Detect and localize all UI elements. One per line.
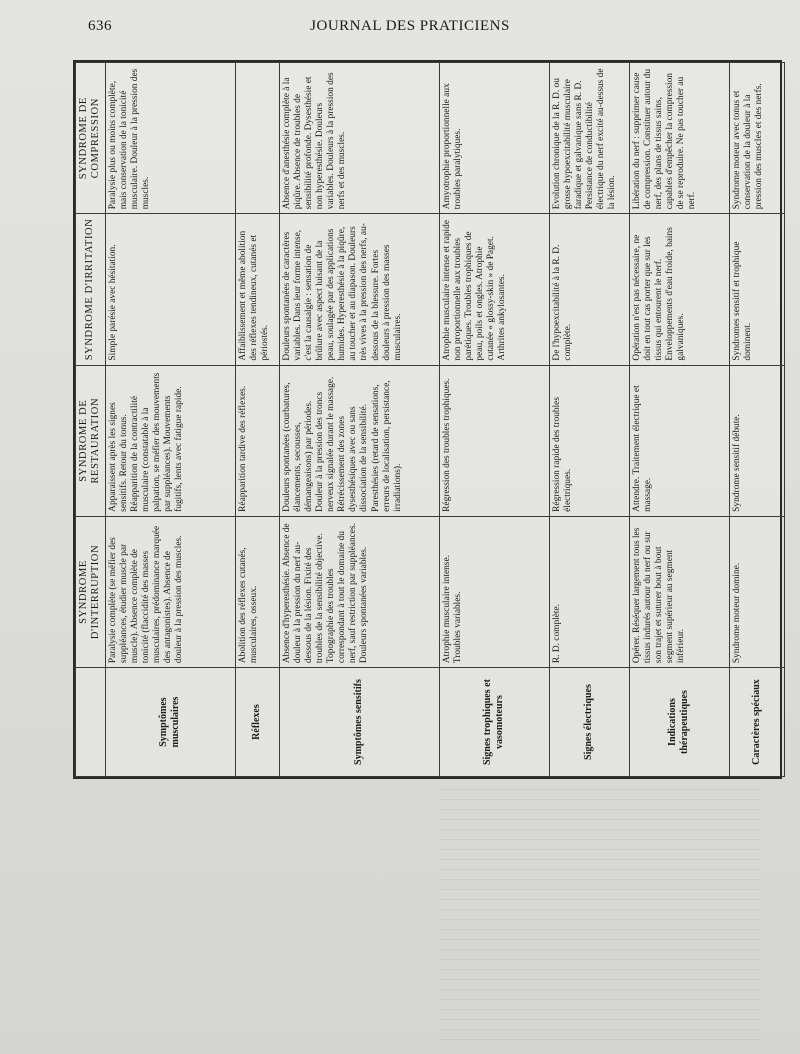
table-cell: Simple parésie avec hésitation. <box>105 214 235 365</box>
bleed-through-texture <box>440 780 760 1040</box>
table-cell: Absence d'anesthésie complète à la piqûre. Absence de troubles de sensibilité profonde. Dysesthésie et non hyperesthésie. Douleurs variables. Douleurs à la pression des nerfs et des muscles. <box>279 63 439 214</box>
table-cell: De l'hypoexcitabilité à la R. D. complète. <box>549 214 629 365</box>
table-cell: Abolition des réflexes cutanés, musculaires, osseux. <box>235 516 279 667</box>
syndrome-table <box>75 62 785 777</box>
table-cell: Opération n'est pas nécessaire, ne doit en tout cas porter que sur les tissus qui entourent le nerf. Enveloppements d'eau froide, bains galvaniques. <box>629 214 729 365</box>
table-cell: Douleurs spontanées (courbatures, élancements, secousses, démangeaisons) par périodes. Douleur à la pression des troncs nerveux signalée durant le massage. Rétrécissement des zones dysesthésiques avec ou sans dissociation de la sensibilité. Paresthésies (retard de sensations, erreurs de localisation, persistance, irradiations). <box>279 365 439 516</box>
table-cell: Régression des troubles trophiques. <box>439 365 549 516</box>
column-header-interruption: SYNDROME D'INTERRUPTION <box>76 516 106 667</box>
journal-title: JOURNAL DES PRATICIENS <box>310 18 510 34</box>
table-cell: Syndromes sensitif et trophique dominent. <box>729 214 784 365</box>
table-cell: Régression rapide des troubles électriques. <box>549 365 629 516</box>
table-cell: Syndrome moteur domine. <box>729 516 784 667</box>
column-header-irritation: SYNDROME D'IRRITATION <box>76 214 106 365</box>
table-header-corner <box>76 668 106 777</box>
table-cell: Syndrome sensitif débute. <box>729 365 784 516</box>
table-header-row <box>76 63 106 777</box>
table-row <box>439 63 549 777</box>
table-row <box>105 63 235 777</box>
table-cell: Paralysie complète (se méfier des suppléances, étudier muscle par muscle). Absence complète de tonicité (flaccidité des masses musculaires, prédominance marquée des antagonistes). Absence de douleur à la pression des muscles. <box>105 516 235 667</box>
table-cell: Libération du nerf : supprimer cause de compression. Constituer autour du nerf, des plans de tissus sains, capables d'empêcher la compression de se reproduire. Ne pas toucher au nerf. <box>629 63 729 214</box>
row-label: Symptômes musculaires <box>105 668 235 777</box>
table-cell: Amyotrophie proportionnelle aux troubles paralytiques. <box>439 63 549 214</box>
table-row <box>549 63 629 777</box>
table-cell: Affaiblissement et même abolition des réflexes tendineux, cutanés et périostés. <box>235 214 279 365</box>
page-header <box>70 16 750 40</box>
column-header-restauration: SYNDROME DE RESTAURATION <box>76 365 106 516</box>
table-cell: Attendre. Traitement électrique et massage. <box>629 365 729 516</box>
table-cell: Opérer. Réséquer largement tous les tissus indurés autour du nerf ou sur son trajet et suturer bout à bout segment supérieur au segment inférieur. <box>629 516 729 667</box>
syndrome-table-frame <box>73 60 782 779</box>
table-cell: Apparaissent après les signes sensitifs. Retour du tonus. Réapparition de la contractilité musculaire (constatable à la palpation, se méfier des mouvements par suppléances). Mouvements fugitifs, lents avec fatigue rapide. <box>105 365 235 516</box>
table-cell: Atrophie musculaire intense. Troubles variables. <box>439 516 549 667</box>
rotated-table-wrapper <box>75 62 780 777</box>
table-cell: Evolution chronique de la R. D. ou grosse hypoexcitabilité musculaire faradique et galvanique sans R. D. Persistance de conductibilité électrique du nerf excité au-dessus de la lésion. <box>549 63 629 214</box>
table-cell: Absence d'hyperesthésie. Absence de douleur à la pression du nerf au-dessous de la lésion. Fixité des troubles de la sensibilité objective. Topographie des troubles correspondant à tout le domaine du nerf, sauf restriction par suppléances. Douleurs spontanées variables. <box>279 516 439 667</box>
table-cell: Douleurs spontanées de caractères variables. Dans leur forme intense, c'est la causalgie : sensation de brûlure avec aspect luisant de la peau, soulagée par des applications humides. Hyperesthésie à la piqûre, au toucher et au diapason. Douleurs très vives à la pression des nerfs, au-dessous de la blessure. Fortes douleurs à pression des masses musculaires. <box>279 214 439 365</box>
table-cell: R. D. complète. <box>549 516 629 667</box>
row-label: Signes électriques <box>549 668 629 777</box>
row-label: Signes trophiques et vasomoteurs <box>439 668 549 777</box>
row-label: Indications thérapeutiques <box>629 668 729 777</box>
page-number: 636 <box>88 18 112 34</box>
row-label: Symptômes sensitifs <box>279 668 439 777</box>
table-cell <box>235 63 279 214</box>
table-cell: Paralysie plus ou moins complète, mais conservation de la tonicité musculaire. Douleur à la pression des muscles. <box>105 63 235 214</box>
table-row <box>729 63 784 777</box>
table-cell: Atrophie musculaire intense et rapide non proportionnelle aux troubles parétiques. Troubles trophiques de peau, poils et ongles. Atrophie cutanée « glossy-skin » de Paget. Arthrites ankylosantes. <box>439 214 549 365</box>
table-cell: Réapparition tardive des réflexes. <box>235 365 279 516</box>
table-row <box>279 63 439 777</box>
column-header-compression: SYNDROME DE COMPRESSION <box>76 63 106 214</box>
table-cell: Syndrome moteur avec tonus et conservation de la douleur à la pression des muscles et des nerfs. <box>729 63 784 214</box>
table-row <box>235 63 279 777</box>
row-label: Réflexes <box>235 668 279 777</box>
row-label: Caractères spéciaux <box>729 668 784 777</box>
table-row <box>629 63 729 777</box>
